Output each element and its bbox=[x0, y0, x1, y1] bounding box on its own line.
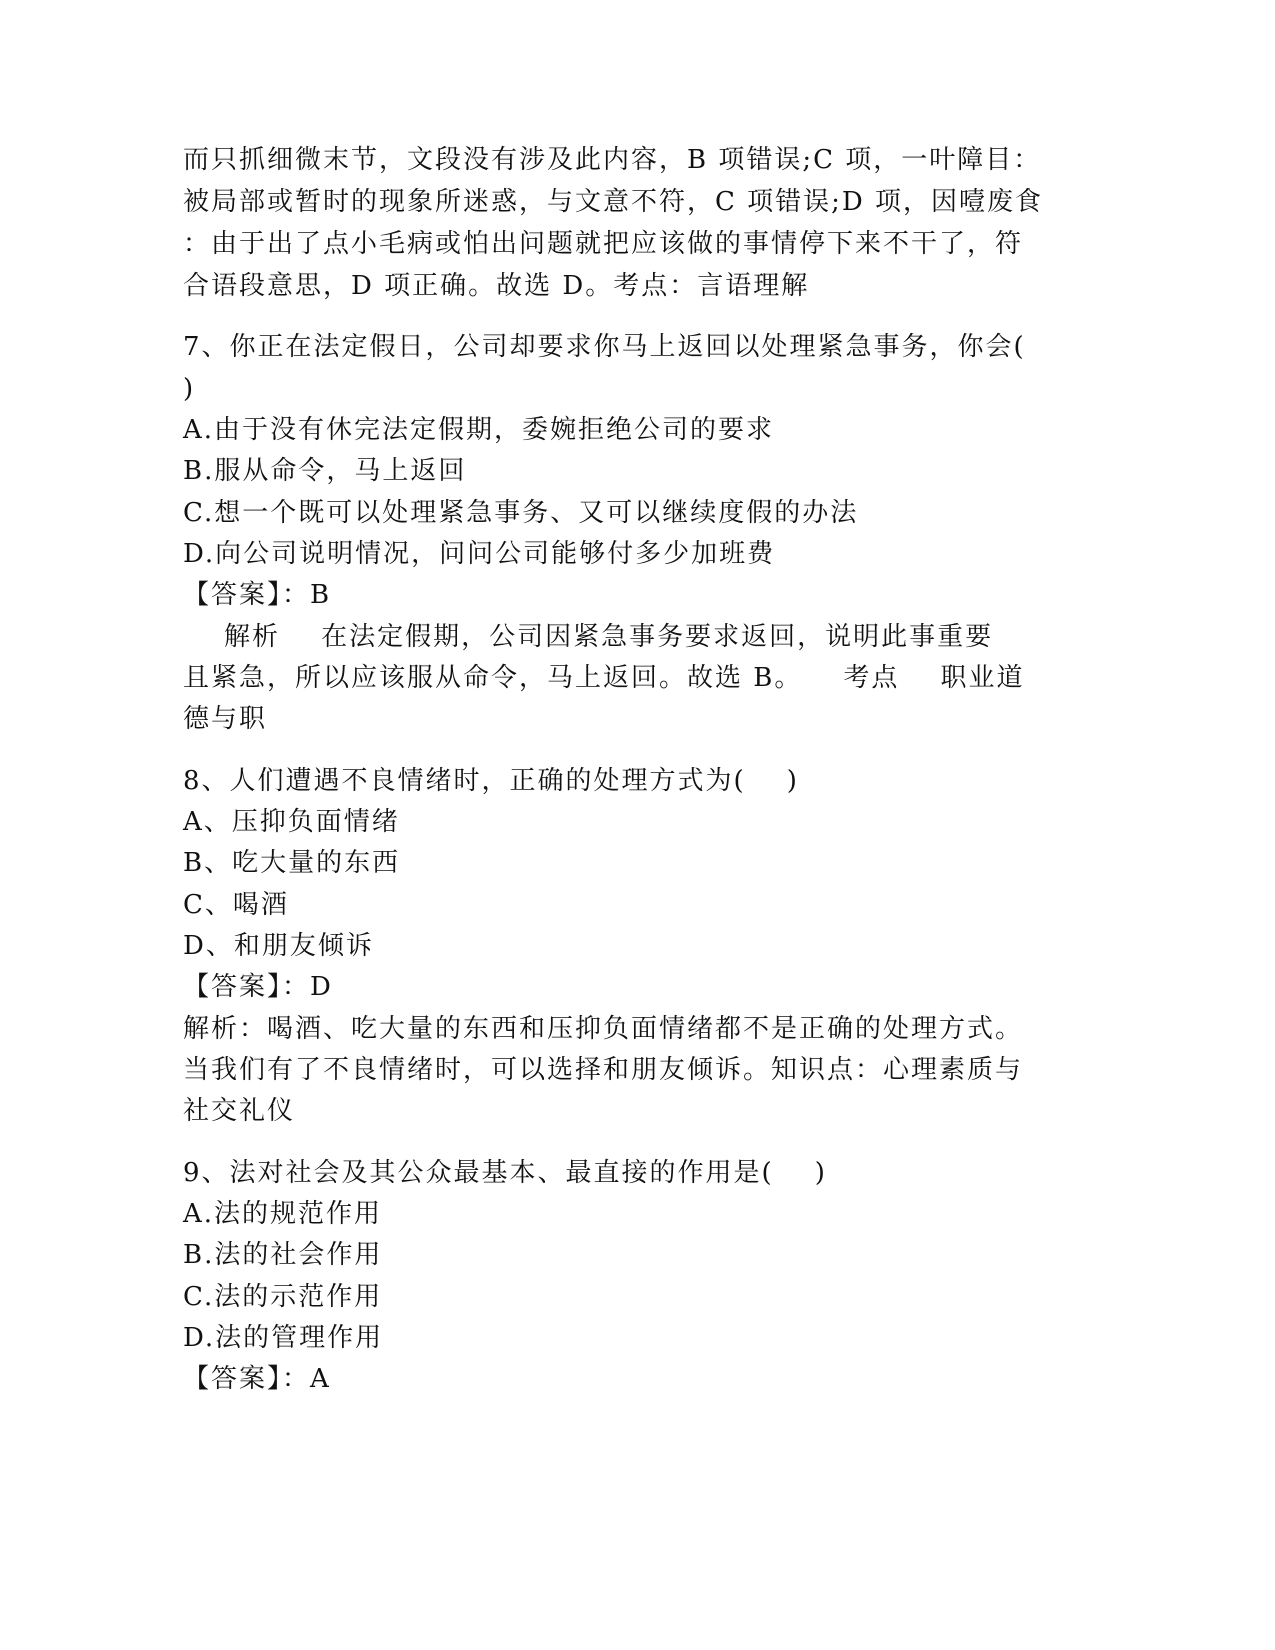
q8-analysis-2: 当我们有了不良情绪时，可以选择和朋友倾诉。知识点：心理素质与 bbox=[183, 1055, 1024, 1085]
q8-option-c: C、喝酒 bbox=[183, 890, 289, 920]
intro-line-3: ：由于出了点小毛病或怕出问题就把应该做的事情停下来不干了，符 bbox=[183, 229, 1024, 259]
q8-analysis-3: 社交礼仪 bbox=[183, 1096, 296, 1126]
q8-analysis-1: 解析：喝酒、吃大量的东西和压抑负面情绪都不是正确的处理方式。 bbox=[183, 1014, 1024, 1044]
q8-option-b: B、吃大量的东西 bbox=[183, 848, 401, 878]
q9-option-b: B.法的社会作用 bbox=[183, 1240, 383, 1270]
q9-answer: 【答案】：A bbox=[183, 1364, 331, 1394]
q7-analysis-3: 德与职 bbox=[183, 704, 268, 734]
q7-option-d: D.向公司说明情况，问问公司能够付多少加班费 bbox=[183, 539, 776, 569]
intro-line-1: 而只抓细微末节，文段没有涉及此内容，B 项错误;C 项，一叶障目： bbox=[183, 145, 1042, 175]
q7-option-c: C.想一个既可以处理紧急事务、又可以继续度假的办法 bbox=[183, 498, 859, 528]
q7-analysis-1: 解析 在法定假期，公司因紧急事务要求返回，说明此事重要 bbox=[183, 622, 994, 652]
q8-option-a: A、压抑负面情绪 bbox=[183, 807, 400, 837]
q7-option-b: B.服从命令，马上返回 bbox=[183, 456, 467, 486]
q7-stem: 7、你正在法定假日，公司却要求你马上返回以处理紧急事务，你会( bbox=[183, 332, 1026, 362]
intro-line-4: 合语段意思，D 项正确。故选 D。考点：言语理解 bbox=[183, 271, 810, 301]
q7-analysis-2: 且紧急，所以应该服从命令，马上返回。故选 B。 考点 职业道 bbox=[183, 663, 1025, 693]
q7-answer: 【答案】：B bbox=[183, 580, 332, 610]
q8-answer: 【答案】：D bbox=[183, 972, 333, 1002]
q8-option-d: D、和朋友倾诉 bbox=[183, 931, 374, 961]
q9-option-c: C.法的示范作用 bbox=[183, 1282, 383, 1312]
q8-stem: 8、人们遭遇不良情绪时，正确的处理方式为( ) bbox=[183, 766, 799, 796]
q9-stem: 9、法对社会及其公众最基本、最直接的作用是( ) bbox=[183, 1158, 827, 1188]
q9-option-a: A.法的规范作用 bbox=[183, 1199, 383, 1229]
q7-option-a: A.由于没有休完法定假期，委婉拒绝公司的要求 bbox=[183, 415, 775, 445]
intro-line-2: 被局部或暂时的现象所迷惑，与文意不符，C 项错误;D 项，因噎废食 bbox=[183, 187, 1044, 217]
q7-stem-cont: ) bbox=[183, 374, 196, 404]
q9-option-d: D.法的管理作用 bbox=[183, 1323, 384, 1353]
